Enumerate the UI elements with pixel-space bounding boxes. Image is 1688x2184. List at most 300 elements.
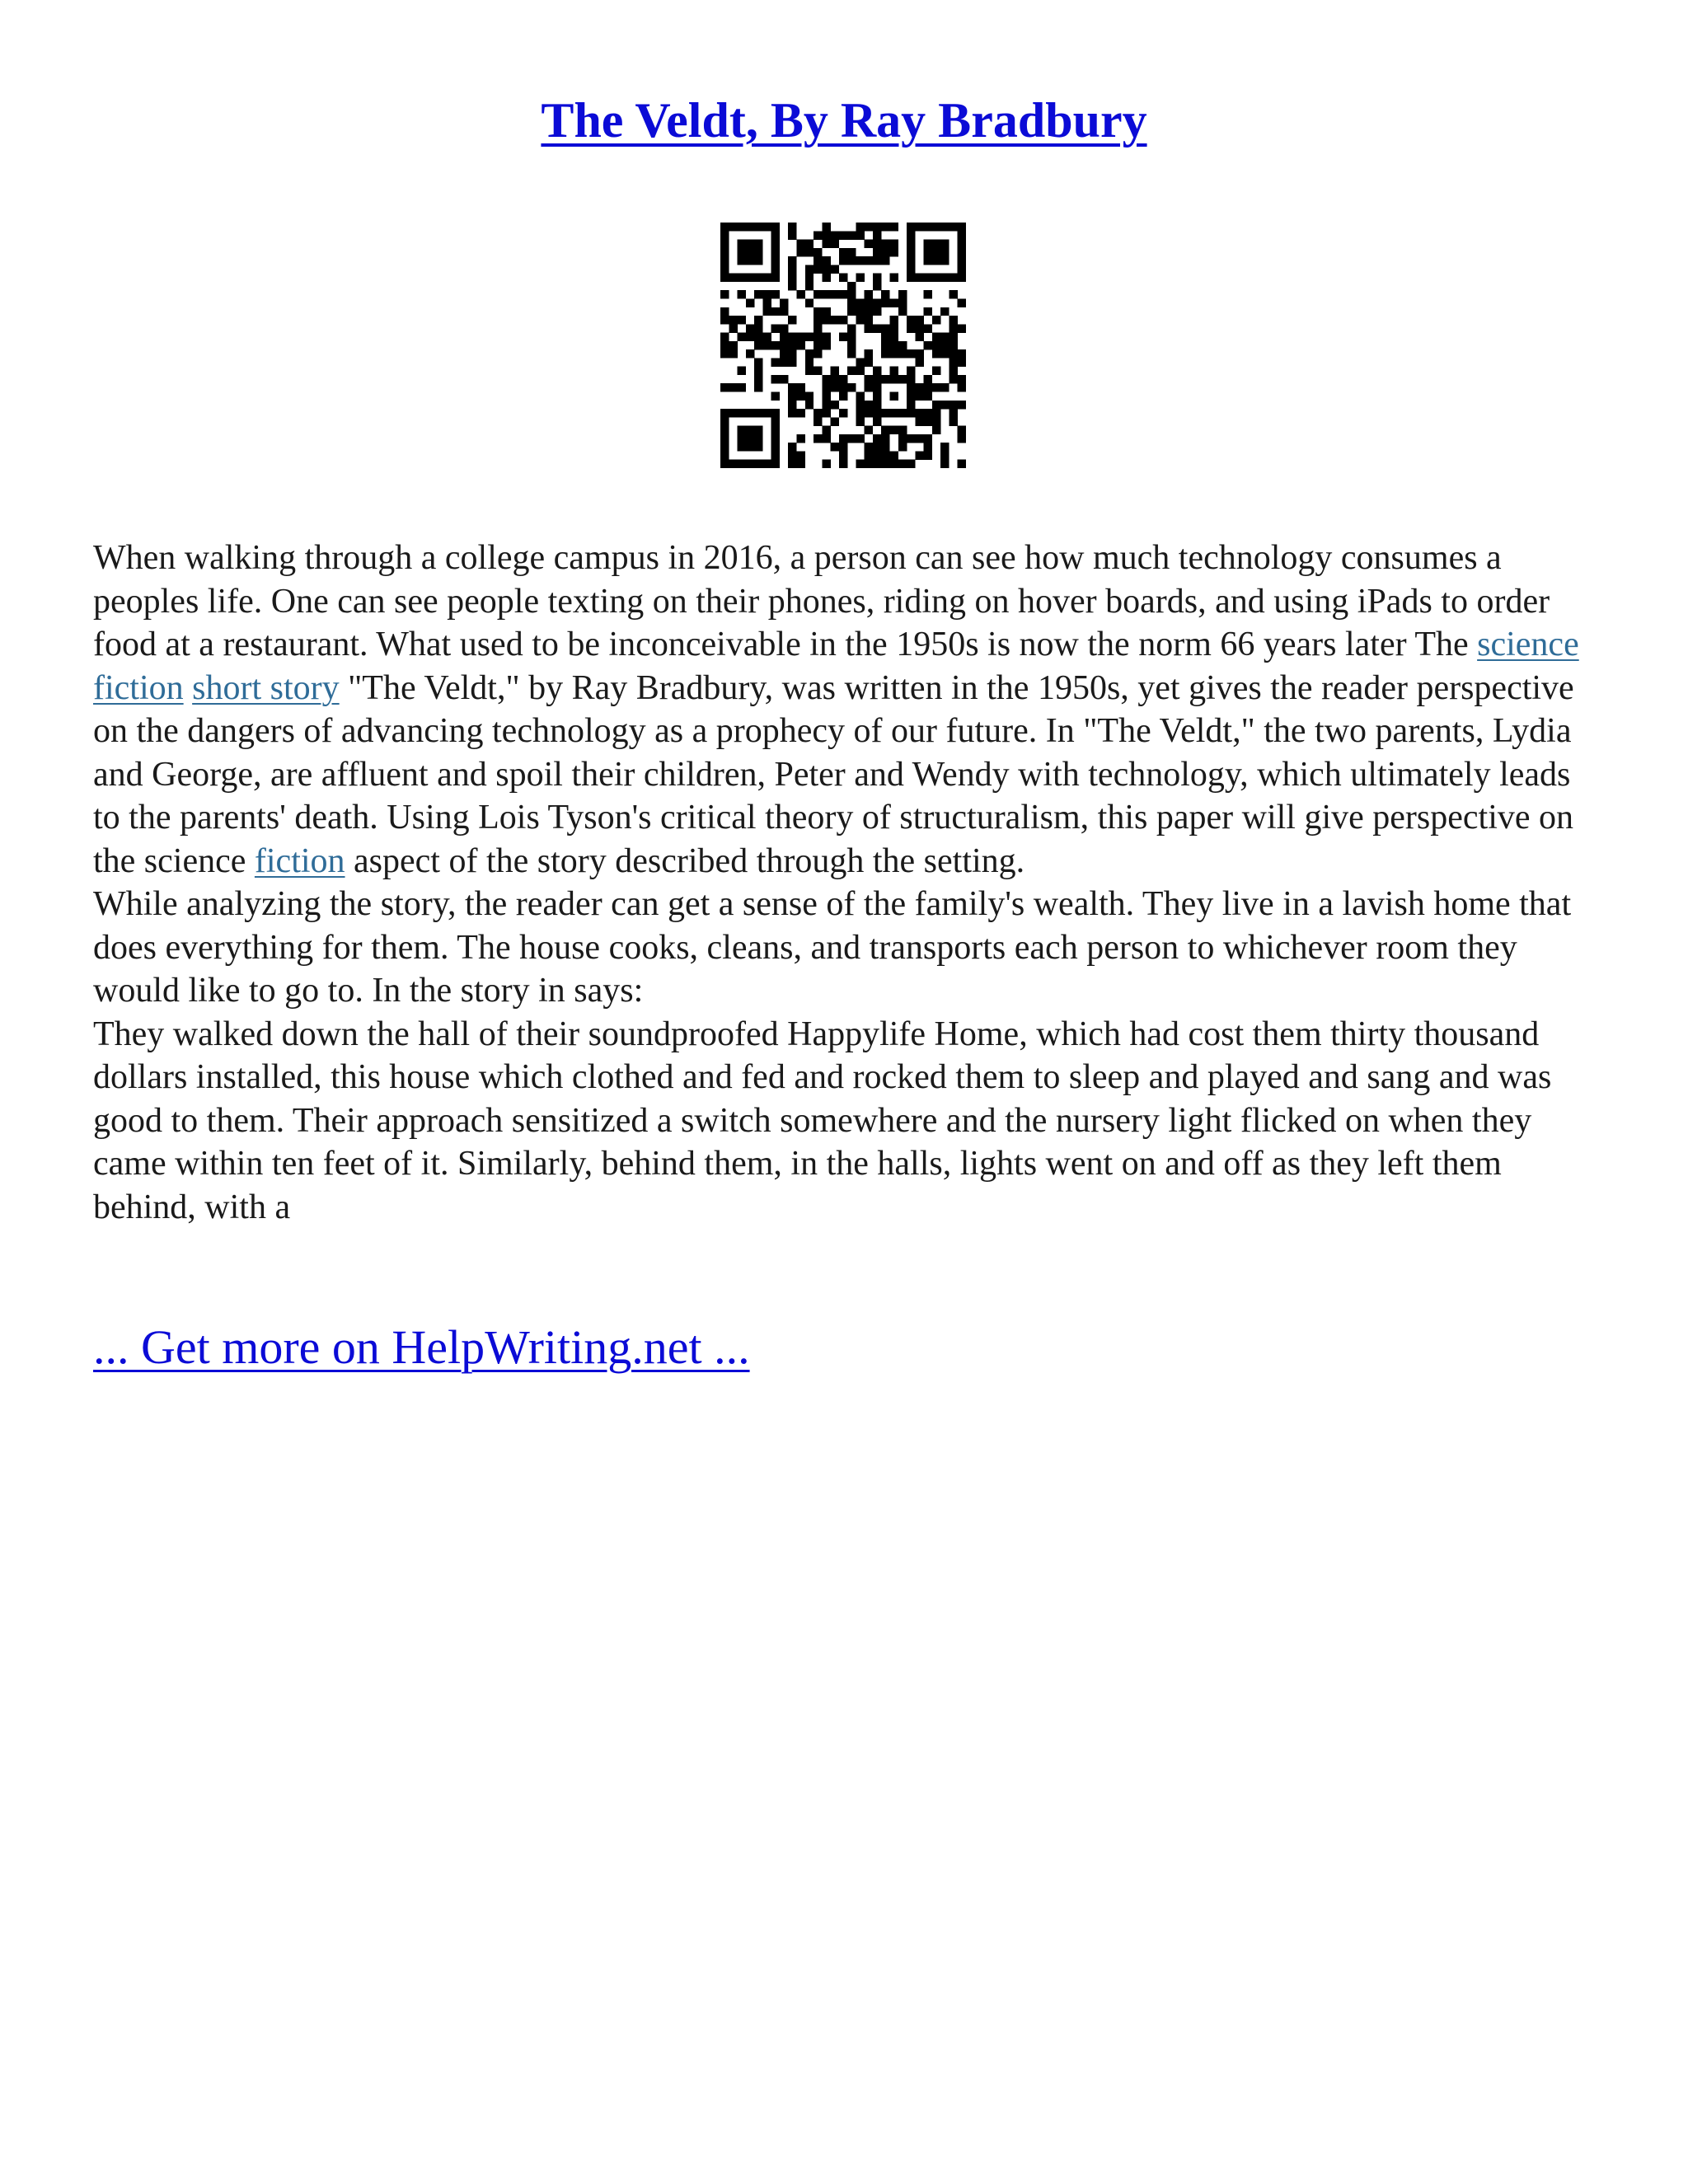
qr-module bbox=[915, 333, 923, 341]
qr-module bbox=[839, 375, 847, 383]
qr-module bbox=[958, 460, 966, 468]
qr-module bbox=[949, 409, 957, 417]
qr-module bbox=[788, 349, 796, 358]
qr-module bbox=[873, 298, 881, 307]
qr-module bbox=[940, 307, 949, 316]
qr-module bbox=[754, 358, 762, 366]
qr-module bbox=[881, 248, 889, 256]
qr-module bbox=[932, 349, 940, 358]
qr-module bbox=[915, 392, 923, 401]
qr-module bbox=[814, 434, 822, 443]
qr-module bbox=[729, 383, 737, 391]
qr-module bbox=[958, 298, 966, 307]
qr-module bbox=[847, 367, 856, 375]
qr-module bbox=[932, 383, 940, 391]
qr-module bbox=[771, 451, 780, 459]
qr-module bbox=[881, 256, 889, 265]
qr-module bbox=[805, 401, 814, 409]
qr-module bbox=[856, 231, 864, 239]
fiction-link[interactable]: fiction bbox=[254, 841, 345, 880]
qr-module bbox=[932, 256, 940, 265]
qr-module bbox=[856, 298, 864, 307]
qr-module bbox=[958, 383, 966, 391]
qr-module bbox=[738, 367, 746, 375]
qr-module bbox=[746, 223, 754, 231]
science-fiction-link[interactable]: science fiction bbox=[93, 626, 1579, 707]
qr-module bbox=[796, 434, 804, 443]
qr-module bbox=[805, 392, 814, 401]
qr-module bbox=[881, 460, 889, 468]
qr-module bbox=[754, 316, 762, 324]
qr-module bbox=[856, 223, 864, 231]
qr-module bbox=[788, 383, 796, 391]
qr-module bbox=[890, 392, 898, 401]
qr-module bbox=[907, 240, 915, 248]
qr-module bbox=[822, 375, 830, 383]
qr-module bbox=[738, 333, 746, 341]
qr-module bbox=[856, 256, 864, 265]
qr-module bbox=[822, 383, 830, 391]
qr-module bbox=[729, 324, 737, 332]
qr-module bbox=[822, 290, 830, 298]
qr-module bbox=[949, 333, 957, 341]
qr-module bbox=[805, 367, 814, 375]
qr-module bbox=[788, 223, 796, 231]
qr-module bbox=[805, 349, 814, 358]
qr-module bbox=[890, 460, 898, 468]
qr-module bbox=[940, 333, 949, 341]
qr-module bbox=[771, 256, 780, 265]
qr-module bbox=[924, 274, 932, 282]
qr-module bbox=[958, 358, 966, 366]
qr-module bbox=[881, 451, 889, 459]
qr-module bbox=[890, 333, 898, 341]
qr-module bbox=[856, 307, 864, 316]
qr-module bbox=[924, 240, 932, 248]
qr-module bbox=[890, 341, 898, 349]
qr-module bbox=[754, 223, 762, 231]
qr-module bbox=[924, 417, 932, 425]
qr-module bbox=[771, 265, 780, 273]
qr-module bbox=[788, 274, 796, 282]
qr-module bbox=[738, 383, 746, 391]
qr-module bbox=[805, 274, 814, 282]
qr-module bbox=[720, 256, 729, 265]
qr-module bbox=[720, 290, 729, 298]
qr-module bbox=[771, 324, 780, 332]
qr-module bbox=[940, 460, 949, 468]
qr-module bbox=[907, 324, 915, 332]
qr-module bbox=[738, 290, 746, 298]
qr-module bbox=[771, 409, 780, 417]
qr-module bbox=[839, 460, 847, 468]
qr-module bbox=[856, 401, 864, 409]
qr-module bbox=[881, 290, 889, 298]
qr-module bbox=[873, 392, 881, 401]
qr-module bbox=[780, 324, 788, 332]
qr-module bbox=[907, 375, 915, 383]
qr-module bbox=[839, 274, 847, 282]
qr-module bbox=[839, 256, 847, 265]
qr-module bbox=[831, 375, 839, 383]
qr-module bbox=[949, 375, 957, 383]
qr-module bbox=[771, 223, 780, 231]
qr-module bbox=[771, 392, 780, 401]
qr-module bbox=[907, 223, 915, 231]
qr-module bbox=[822, 240, 830, 248]
qr-module bbox=[856, 417, 864, 425]
qr-code-icon bbox=[720, 223, 966, 468]
qr-module bbox=[924, 375, 932, 383]
qr-module bbox=[796, 290, 804, 298]
qr-module bbox=[847, 248, 856, 256]
qr-module bbox=[729, 223, 737, 231]
qr-module bbox=[907, 409, 915, 417]
qr-module bbox=[822, 409, 830, 417]
qr-module bbox=[847, 434, 856, 443]
paragraph-intro-text-middle: "The Veldt," by Ray Bradbury, was written in the 1950s, yet gives the reader perspective on the dangers of advancing technology as a prophecy of our future. In "The Veldt," the two parents, Lydia and George, are affluent and spoil their children, Peter and Wendy with technology, which ultimately leads to the parents' death. Using Lois Tyson's critical theory of structuralism, this paper will give perspective on the science bbox=[93, 668, 1574, 880]
qr-module bbox=[839, 231, 847, 239]
qr-module bbox=[915, 223, 923, 231]
qr-module bbox=[865, 307, 873, 316]
qr-module bbox=[915, 417, 923, 425]
qr-module bbox=[754, 375, 762, 383]
qr-module bbox=[780, 358, 788, 366]
qr-module bbox=[762, 298, 771, 307]
qr-module bbox=[940, 349, 949, 358]
qr-module bbox=[890, 426, 898, 434]
short-story-link[interactable]: short story bbox=[192, 668, 340, 707]
qr-module bbox=[856, 434, 864, 443]
qr-module bbox=[805, 248, 814, 256]
qr-module bbox=[890, 240, 898, 248]
qr-module bbox=[831, 240, 839, 248]
qr-module bbox=[720, 240, 729, 248]
qr-module bbox=[881, 349, 889, 358]
qr-module bbox=[771, 434, 780, 443]
qr-module bbox=[720, 341, 729, 349]
qr-module bbox=[932, 240, 940, 248]
qr-module bbox=[949, 316, 957, 324]
qr-module bbox=[720, 265, 729, 273]
qr-module bbox=[949, 349, 957, 358]
qr-module bbox=[839, 316, 847, 324]
qr-module bbox=[746, 443, 754, 451]
qr-module bbox=[796, 240, 804, 248]
qr-module bbox=[940, 341, 949, 349]
qr-module bbox=[729, 316, 737, 324]
qr-module bbox=[814, 290, 822, 298]
qr-module bbox=[822, 333, 830, 341]
qr-module bbox=[814, 349, 822, 358]
qr-module bbox=[898, 443, 907, 451]
qr-module bbox=[940, 256, 949, 265]
qr-module bbox=[746, 426, 754, 434]
qr-module bbox=[881, 333, 889, 341]
qr-module bbox=[940, 383, 949, 391]
qr-module bbox=[780, 341, 788, 349]
qr-module bbox=[738, 256, 746, 265]
qr-module bbox=[746, 298, 754, 307]
qr-module bbox=[865, 290, 873, 298]
qr-module bbox=[780, 298, 788, 307]
qr-module bbox=[940, 240, 949, 248]
qr-module bbox=[907, 367, 915, 375]
qr-module bbox=[932, 333, 940, 341]
qr-module bbox=[720, 417, 729, 425]
qr-module bbox=[762, 290, 771, 298]
qr-module bbox=[856, 358, 864, 366]
paragraph-intro-text-start: When walking through a college campus in 2016, a person can see how much technology consumes a peoples life. One can see people texting on their phones, riding on hover boards, and using iPads to order food at a restaurant. What used to be inconceivable in the 1950s is now the norm 66 years later The bbox=[93, 539, 1550, 663]
qr-module bbox=[746, 256, 754, 265]
qr-module bbox=[822, 307, 830, 316]
qr-module bbox=[958, 231, 966, 239]
qr-module bbox=[771, 248, 780, 256]
qr-module bbox=[831, 231, 839, 239]
qr-module bbox=[762, 223, 771, 231]
qr-module bbox=[924, 223, 932, 231]
qr-module bbox=[720, 451, 729, 459]
qr-module bbox=[881, 434, 889, 443]
qr-module bbox=[839, 434, 847, 443]
qr-module bbox=[932, 341, 940, 349]
qr-module bbox=[873, 367, 881, 375]
qr-module bbox=[940, 223, 949, 231]
qr-module bbox=[738, 248, 746, 256]
qr-module bbox=[831, 401, 839, 409]
qr-module bbox=[949, 417, 957, 425]
qr-module bbox=[924, 392, 932, 401]
qr-module bbox=[865, 240, 873, 248]
qr-module bbox=[924, 341, 932, 349]
qr-module bbox=[932, 316, 940, 324]
qr-module bbox=[839, 248, 847, 256]
qr-module bbox=[754, 256, 762, 265]
qr-module bbox=[890, 274, 898, 282]
qr-module bbox=[873, 231, 881, 239]
qr-module bbox=[890, 298, 898, 307]
qr-module bbox=[958, 265, 966, 273]
qr-module bbox=[839, 392, 847, 401]
qr-module bbox=[839, 409, 847, 417]
qr-module bbox=[822, 274, 830, 282]
qr-module bbox=[932, 367, 940, 375]
qr-module bbox=[822, 460, 830, 468]
qr-module bbox=[915, 451, 923, 459]
qr-module bbox=[924, 383, 932, 391]
qr-module bbox=[881, 298, 889, 307]
qr-module bbox=[814, 248, 822, 256]
qr-module bbox=[831, 443, 839, 451]
qr-module bbox=[847, 349, 856, 358]
qr-module bbox=[881, 223, 889, 231]
qr-module bbox=[890, 409, 898, 417]
qr-module bbox=[924, 409, 932, 417]
qr-module bbox=[932, 223, 940, 231]
qr-module bbox=[898, 434, 907, 443]
qr-module bbox=[822, 316, 830, 324]
qr-module bbox=[822, 231, 830, 239]
qr-module bbox=[754, 324, 762, 332]
qr-module bbox=[898, 290, 907, 298]
qr-module bbox=[720, 248, 729, 256]
qr-module bbox=[762, 333, 771, 341]
qr-module bbox=[949, 274, 957, 282]
qr-module bbox=[771, 341, 780, 349]
qr-module bbox=[831, 290, 839, 298]
qr-module bbox=[890, 451, 898, 459]
qr-module bbox=[805, 298, 814, 307]
qr-module bbox=[847, 256, 856, 265]
qr-module bbox=[746, 324, 754, 332]
qr-module bbox=[771, 307, 780, 316]
qr-module bbox=[720, 274, 729, 282]
qr-module bbox=[729, 349, 737, 358]
qr-module bbox=[873, 401, 881, 409]
qr-module bbox=[865, 409, 873, 417]
qr-module bbox=[881, 240, 889, 248]
qr-module bbox=[898, 349, 907, 358]
paragraph-wealth: While analyzing the story, the reader can get a sense of the family's wealth. They live in a lavish home that does everything for them. The house cooks, cleans, and transports each person to whichever room they would like to go to. In the story in says: bbox=[93, 885, 1572, 1010]
qr-module bbox=[873, 409, 881, 417]
page-title bbox=[0, 89, 1688, 152]
qr-module bbox=[873, 375, 881, 383]
qr-module bbox=[839, 290, 847, 298]
qr-module bbox=[762, 341, 771, 349]
qr-module bbox=[949, 341, 957, 349]
qr-module bbox=[873, 307, 881, 316]
qr-module bbox=[729, 341, 737, 349]
qr-module bbox=[940, 274, 949, 282]
essay-body bbox=[93, 537, 1601, 1229]
qr-module bbox=[881, 426, 889, 434]
qr-module bbox=[796, 383, 804, 391]
qr-module bbox=[856, 460, 864, 468]
qr-module bbox=[720, 231, 729, 239]
qr-module bbox=[873, 274, 881, 282]
qr-module bbox=[771, 443, 780, 451]
qr-module bbox=[831, 265, 839, 273]
qr-module bbox=[873, 434, 881, 443]
qr-module bbox=[881, 324, 889, 332]
qr-module bbox=[847, 341, 856, 349]
qr-module bbox=[958, 248, 966, 256]
qr-module bbox=[856, 274, 864, 282]
qr-module bbox=[788, 392, 796, 401]
qr-module bbox=[729, 274, 737, 282]
qr-module bbox=[898, 375, 907, 383]
qr-module bbox=[924, 324, 932, 332]
qr-module bbox=[890, 324, 898, 332]
qr-module bbox=[865, 375, 873, 383]
qr-module bbox=[754, 240, 762, 248]
qr-module bbox=[898, 426, 907, 434]
qr-module bbox=[738, 426, 746, 434]
qr-module bbox=[805, 358, 814, 366]
qr-module bbox=[762, 460, 771, 468]
qr-module bbox=[805, 282, 814, 290]
qr-module bbox=[814, 265, 822, 273]
qr-module bbox=[907, 265, 915, 273]
qr-module bbox=[746, 248, 754, 256]
qr-module bbox=[788, 401, 796, 409]
qr-module bbox=[771, 375, 780, 383]
qr-module bbox=[738, 223, 746, 231]
qr-module bbox=[940, 443, 949, 451]
qr-code-graphic bbox=[720, 223, 966, 468]
qr-module bbox=[907, 256, 915, 265]
qr-module bbox=[915, 358, 923, 366]
qr-module bbox=[788, 256, 796, 265]
qr-module bbox=[729, 460, 737, 468]
qr-module bbox=[898, 460, 907, 468]
qr-module bbox=[865, 460, 873, 468]
qr-module bbox=[814, 333, 822, 341]
qr-module bbox=[788, 409, 796, 417]
qr-module bbox=[873, 256, 881, 265]
qr-module bbox=[898, 307, 907, 316]
qr-module bbox=[907, 231, 915, 239]
qr-module bbox=[873, 443, 881, 451]
qr-module bbox=[788, 358, 796, 366]
qr-module bbox=[831, 383, 839, 391]
qr-module bbox=[865, 256, 873, 265]
qr-module bbox=[754, 460, 762, 468]
qr-module bbox=[898, 298, 907, 307]
qr-module bbox=[915, 409, 923, 417]
qr-module bbox=[907, 274, 915, 282]
qr-module bbox=[847, 333, 856, 341]
qr-module bbox=[915, 324, 923, 332]
qr-module bbox=[814, 417, 822, 425]
qr-module bbox=[873, 248, 881, 256]
qr-module bbox=[958, 401, 966, 409]
qr-module bbox=[958, 324, 966, 332]
qr-module bbox=[754, 333, 762, 341]
qr-module bbox=[865, 358, 873, 366]
qr-module bbox=[720, 409, 729, 417]
qr-module bbox=[771, 460, 780, 468]
qr-module bbox=[814, 324, 822, 332]
qr-module bbox=[924, 434, 932, 443]
qr-module bbox=[738, 409, 746, 417]
qr-module bbox=[805, 265, 814, 273]
qr-module bbox=[831, 316, 839, 324]
qr-module bbox=[746, 349, 754, 358]
qr-module bbox=[873, 282, 881, 290]
title-link[interactable]: The Veldt, By Ray Bradbury bbox=[541, 93, 1147, 148]
qr-module bbox=[720, 316, 729, 324]
qr-module bbox=[865, 426, 873, 434]
qr-module bbox=[856, 367, 864, 375]
get-more-link[interactable]: ... Get more on HelpWriting.net ... bbox=[93, 1320, 750, 1374]
qr-module bbox=[771, 274, 780, 282]
qr-module bbox=[847, 290, 856, 298]
qr-module bbox=[814, 256, 822, 265]
qr-module bbox=[762, 307, 771, 316]
qr-module bbox=[924, 248, 932, 256]
qr-module bbox=[822, 223, 830, 231]
qr-module bbox=[940, 248, 949, 256]
qr-module bbox=[932, 248, 940, 256]
qr-module bbox=[754, 341, 762, 349]
qr-module bbox=[788, 333, 796, 341]
qr-module bbox=[780, 333, 788, 341]
qr-module bbox=[890, 375, 898, 383]
qr-module bbox=[771, 417, 780, 425]
qr-module bbox=[881, 375, 889, 383]
qr-module bbox=[924, 451, 932, 459]
